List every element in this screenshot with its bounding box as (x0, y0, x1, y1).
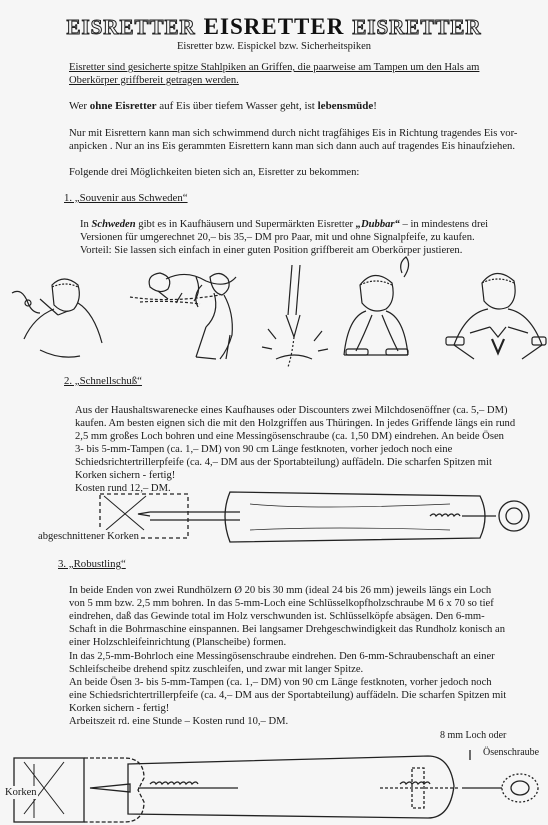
section-1-heading: 1. „Souvenir aus Schweden“ (64, 192, 188, 204)
paragraph-3: Folgende drei Möglichkeiten bieten sich an, Eisretter zu bekommen: (69, 167, 360, 178)
title-right: EISRETTER (352, 15, 482, 39)
section-1-line-3: Vorteil: Sie lassen sich einfach in einer guten Position griffbereit am Oberkörper justieren. (80, 245, 463, 256)
title-left: EISRETTER (66, 15, 196, 39)
eye-screw-label: Ösenschraube (483, 747, 540, 758)
eye-screw-ring (499, 501, 529, 531)
ice-pick-detail-illustration (262, 265, 328, 367)
hole-label: 8 mm Loch oder (440, 730, 507, 741)
usage-illustrations (0, 255, 548, 370)
person-wearing-illustration (344, 257, 409, 355)
section-3-line-3: eindrehen, daß das Gewinde total im Holz verschwunden ist. Schlüsselköpfe absägen. Den 6-mm- (69, 611, 485, 622)
cut-cork-label: abgeschnittener Korken (38, 531, 139, 542)
steel-spike (90, 784, 238, 792)
warning-line: Wer ohne Eisretter auf Eis über tiefem Wasser geht, ist lebensmüde! (69, 100, 377, 112)
paragraph-2-line-1: Nur mit Eisrettern kann man sich schwimmend durch nicht tragfähiges Eis in Richtung tragendes Eis vor- (69, 128, 518, 139)
screw-thread-left (150, 782, 198, 784)
section-3-heading: 3. „Robustling“ (58, 558, 126, 570)
section-3-line-6: In das 2,5-mm-Bohrloch eine Messingösenschraube eindrehen. Den 6-mm-Schraubenschaft an einer (69, 651, 495, 662)
screw-thread (430, 514, 460, 516)
section-3-line-1: In beide Enden von zwei Rundhölzern Ø 20 bis 30 mm (ideal 24 bis 26 mm) jeweils längs ein Loch (69, 585, 492, 596)
person-climbing-out-illustration (196, 273, 233, 359)
intro-line-2: Oberkörper griffbereit getragen werden. (69, 75, 239, 86)
round-wood-body (128, 756, 454, 818)
section-2-heading: 2. „Schnellschuß“ (64, 375, 142, 387)
section-3-line-11: Arbeitszeit rd. eine Stunde – Kosten rund 10,– DM. (69, 716, 289, 727)
subtitle: Eisretter bzw. Eispickel bzw. Sicherheitspiken (177, 41, 371, 52)
title-main: EISRETTER (203, 14, 345, 39)
section-1-line-2: Versionen für umgerechnet 20,– bis 35,– DM pro Paar, mit und ohne Signalpfeife, zu kaufen. (80, 232, 475, 243)
paragraph-2-line-2: anpicken . Nur an ins Eis gerammten Eisrettern kann man sich dann auch auf tragendes Eis hinaufziehen. (69, 141, 515, 152)
person-in-water-illustration (130, 273, 236, 304)
eye-screw-ring (502, 774, 538, 802)
screw-thread-right (400, 782, 430, 784)
section-3-line-5: einer Holzschleifeinrichtung (Planscheibe) formen. (69, 637, 287, 648)
section-2-line-5: Schiedsrichtertrillerpfeife (ca. 4,– DM aus der Sportabteilung) auffädeln. Die scharfen Spitzen mit (75, 457, 492, 468)
cork-label: Korken (5, 787, 37, 798)
section-2-line-6: Korken sichern - fertig! (75, 470, 176, 481)
person-using-picks-illustration (446, 273, 546, 359)
section-3-line-9: eine Schiedsrichtertrillerpfeife (ca. 4,– DM aus der Sportabteilung) auffädeln. Die scharfen Spitzen mit (69, 690, 507, 701)
section-2-line-3: 2,5 mm großes Loch bohren und eine Messingösenschraube (ca. 1,50 DM) eindrehen. An beide Ösen (75, 431, 504, 442)
section-3-line-7: Schleifscheibe drehend spitz zuschleifen, und zwar mit langer Spitze. (69, 664, 364, 675)
section-2-line-4: 3- bis 5-mm-Tampen (ca. 1,– DM) von 90 cm Länge festknoten, vorher jedoch noch eine (75, 444, 453, 455)
section-3-line-10: Korken sichern - fertig! (69, 703, 170, 714)
section-3-line-4: Schaft in die Bohrmaschine einspannen. Bei langsamer Drehgeschwindigkeit das Rundholz konisch an (69, 624, 506, 635)
section-3-line-2: von 5 mm bzw. 2,5 mm bohren. In das 5-mm-Loch eine Schlüsselkopfholzschraube M 6 x 70 so tief (69, 598, 494, 609)
title-banner (0, 14, 548, 40)
section-2-line-7: Kosten rund 12,– DM. (75, 483, 171, 494)
can-opener-drawing (90, 486, 548, 548)
person-putting-on-illustration (12, 279, 102, 357)
round-wood-drawing (0, 744, 548, 825)
section-2-line-2: kaufen. Am besten eignen sich die mit den Holzgriffen aus Thüringen. In jedes Griffende längs ein rund (75, 418, 516, 429)
wooden-handle (225, 492, 485, 542)
intro-line-1: Eisretter sind gesicherte spitze Stahlpiken an Griffen, die paarweise am Tampen um den Hals am (69, 62, 480, 73)
section-3-line-8: An beide Ösen 3- bis 5-mm-Tampen (ca. 1,– DM) von 90 cm Länge festknoten, vorher jedoch noch (69, 677, 492, 688)
section-2-line-1: Aus der Haushaltswarenecke eines Kaufhauses oder Discounters zwei Milchdosenöffner (ca. 5,– DM) (75, 405, 508, 416)
section-1-line-1: In Schweden gibt es in Kaufhäusern und Supermärkten Eisretter „Dubbar“ – in mindestens drei (80, 219, 489, 230)
